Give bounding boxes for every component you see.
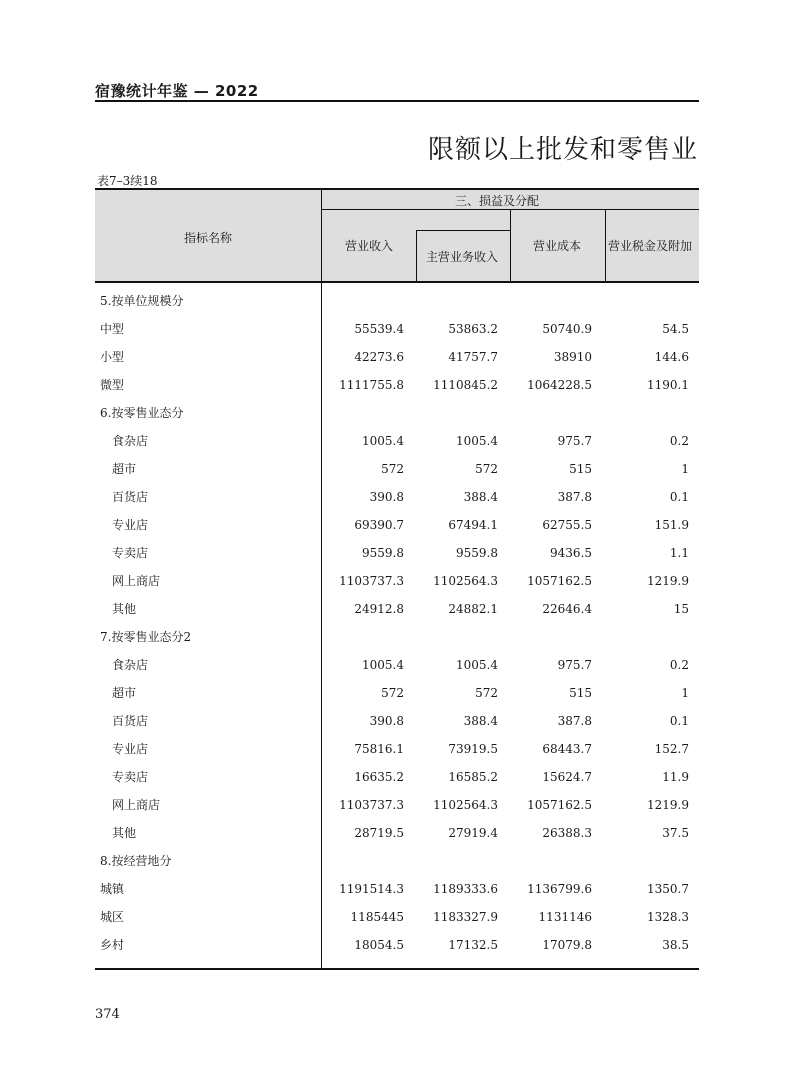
row-label: 专卖店: [112, 546, 149, 560]
row-label: 微型: [100, 378, 125, 392]
row-label: 超市: [112, 686, 137, 700]
tax-value: 152.7: [654, 742, 689, 756]
revenue-value: 572: [381, 462, 404, 476]
main-revenue-value: 1005.4: [456, 434, 498, 448]
cost-header: 营业成本: [533, 239, 582, 253]
revenue-value: 75816.1: [354, 742, 404, 756]
revenue-value: 69390.7: [354, 518, 404, 532]
cost-value: 62755.5: [542, 518, 592, 532]
revenue-value: 24912.8: [354, 602, 404, 616]
col1-col2-divider: [416, 230, 417, 283]
tax-value: 1.1: [669, 546, 689, 560]
table-bottom-rule: [95, 968, 699, 970]
cost-value: 15624.7: [542, 770, 592, 784]
revenue-value: 1103737.3: [339, 798, 404, 812]
cost-value: 387.8: [557, 714, 592, 728]
revenue-value: 55539.4: [354, 322, 404, 336]
revenue-value: 42273.6: [354, 350, 404, 364]
table-row: [95, 483, 699, 511]
revenue-header: 营业收入: [345, 239, 394, 253]
table-row: [95, 875, 699, 903]
col2-col3-divider: [510, 210, 511, 283]
cost-value: 26388.3: [542, 826, 592, 840]
main-revenue-value: 67494.1: [448, 518, 498, 532]
table-row: [95, 371, 699, 399]
table-row: [95, 595, 699, 623]
main-revenue-value: 572: [475, 462, 498, 476]
cost-value: 1136799.6: [527, 882, 592, 896]
indicator-header: 指标名称: [184, 231, 233, 245]
table-row: [95, 287, 699, 315]
indicator-divider: [321, 188, 322, 283]
row-label: 专业店: [112, 518, 149, 532]
main-revenue-value: 1005.4: [456, 658, 498, 672]
table-row: [95, 427, 699, 455]
main-revenue-value: 388.4: [463, 490, 498, 504]
tax-value: 0.2: [669, 434, 689, 448]
running-head: 宿豫统计年鉴 — 2022: [95, 82, 259, 100]
main-revenue-value: 17132.5: [448, 938, 498, 952]
main-revenue-value: 572: [475, 686, 498, 700]
tax-value: 1350.7: [647, 882, 689, 896]
tax-value: 1: [681, 462, 689, 476]
revenue-value: 572: [381, 686, 404, 700]
col3-col4-divider: [605, 210, 606, 283]
table-row: [95, 819, 699, 847]
main-revenue-value: 1110845.2: [433, 378, 498, 392]
revenue-value: 1005.4: [362, 434, 404, 448]
table-row: [95, 707, 699, 735]
main-revenue-value: 53863.2: [448, 322, 498, 336]
table-row: [95, 679, 699, 707]
table-row: [95, 455, 699, 483]
revenue-value: 28719.5: [354, 826, 404, 840]
row-label: 8.按经营地分: [100, 854, 172, 868]
revenue-value: 390.8: [369, 490, 404, 504]
cost-value: 515: [569, 686, 592, 700]
main-revenue-value: 27919.4: [448, 826, 498, 840]
revenue-value: 1111755.8: [339, 378, 404, 392]
row-label: 6.按零售业态分: [100, 406, 184, 420]
main-revenue-value: 1183327.9: [433, 910, 498, 924]
row-label: 超市: [112, 462, 137, 476]
main-revenue-value: 1189333.6: [433, 882, 498, 896]
tax-value: 1219.9: [647, 574, 689, 588]
revenue-value: 390.8: [369, 714, 404, 728]
main-revenue-value: 16585.2: [448, 770, 498, 784]
tax-value: 37.5: [662, 826, 689, 840]
table-header: [95, 188, 699, 283]
row-label: 7.按零售业态分2: [100, 630, 192, 644]
table-row: [95, 623, 699, 651]
row-label: 网上商店: [112, 798, 161, 812]
table-row: [95, 651, 699, 679]
main-revenue-value: 73919.5: [448, 742, 498, 756]
cost-value: 68443.7: [542, 742, 592, 756]
table-row: [95, 343, 699, 371]
table-body: [95, 283, 699, 970]
tax-value: 54.5: [662, 322, 689, 336]
tax-value: 151.9: [654, 518, 689, 532]
row-label: 食杂店: [112, 434, 149, 448]
tax-header: 营业税金及附加: [608, 239, 693, 253]
tax-value: 1219.9: [647, 798, 689, 812]
cost-value: 387.8: [557, 490, 592, 504]
revenue-value: 18054.5: [354, 938, 404, 952]
cost-value: 1064228.5: [527, 378, 592, 392]
tax-value: 38.5: [662, 938, 689, 952]
tax-value: 0.2: [669, 658, 689, 672]
table-top-rule: [95, 188, 699, 190]
revenue-value: 1005.4: [362, 658, 404, 672]
row-label: 其他: [112, 826, 137, 840]
header-rule: [95, 100, 699, 102]
cost-value: 9436.5: [550, 546, 592, 560]
main-revenue-value: 9559.8: [456, 546, 498, 560]
row-label: 专卖店: [112, 770, 149, 784]
table-row: [95, 735, 699, 763]
cost-value: 515: [569, 462, 592, 476]
cost-value: 1057162.5: [527, 574, 592, 588]
group-header: 三、损益及分配: [455, 194, 540, 208]
revenue-value: 1103737.3: [339, 574, 404, 588]
row-label: 小型: [100, 350, 125, 364]
tax-value: 0.1: [669, 714, 689, 728]
row-label: 5.按单位规模分: [100, 294, 184, 308]
section-title: 限额以上批发和零售业: [427, 135, 698, 165]
page-number: 374: [95, 1007, 120, 1022]
revenue-value: 9559.8: [362, 546, 404, 560]
main-revenue-value: 41757.7: [448, 350, 498, 364]
table-row: [95, 763, 699, 791]
tax-value: 1190.1: [647, 378, 689, 392]
main-revenue-header: 主营业务收入: [426, 250, 499, 264]
table-row: [95, 399, 699, 427]
table-row: [95, 511, 699, 539]
cost-value: 22646.4: [542, 602, 592, 616]
main-revenue-value: 1102564.3: [433, 798, 498, 812]
row-label: 中型: [100, 322, 125, 336]
revenue-value: 16635.2: [354, 770, 404, 784]
row-label: 专业店: [112, 742, 149, 756]
table-row: [95, 847, 699, 875]
cost-value: 17079.8: [542, 938, 592, 952]
main-revenue-value: 388.4: [463, 714, 498, 728]
row-label: 乡村: [100, 938, 125, 952]
statistics-table: [95, 188, 699, 970]
cost-value: 38910: [553, 350, 592, 364]
table-row: [95, 567, 699, 595]
table-row: [95, 315, 699, 343]
row-label: 百货店: [112, 490, 149, 504]
tax-value: 1: [681, 686, 689, 700]
row-label: 食杂店: [112, 658, 149, 672]
cost-value: 1057162.5: [527, 798, 592, 812]
cost-value: 50740.9: [542, 322, 592, 336]
row-label: 其他: [112, 602, 137, 616]
table-row: [95, 791, 699, 819]
table-number: 表7–3续18: [97, 174, 158, 188]
revenue-value: 1185445: [350, 910, 404, 924]
table-row: [95, 931, 699, 959]
cost-value: 975.7: [557, 434, 592, 448]
cost-value: 975.7: [557, 658, 592, 672]
tax-value: 15: [673, 602, 689, 616]
revenue-value: 1191514.3: [339, 882, 404, 896]
tax-value: 0.1: [669, 490, 689, 504]
row-label: 网上商店: [112, 574, 161, 588]
cost-value: 1131146: [538, 910, 592, 924]
main-revenue-value: 1102564.3: [433, 574, 498, 588]
row-label: 百货店: [112, 714, 149, 728]
row-label: 城区: [100, 910, 125, 924]
tax-value: 144.6: [654, 350, 689, 364]
main-revenue-value: 24882.1: [448, 602, 498, 616]
table-row: [95, 903, 699, 931]
tax-value: 11.9: [662, 770, 689, 784]
subheader-top-rule: [416, 230, 510, 231]
table-row: [95, 539, 699, 567]
tax-value: 1328.3: [647, 910, 689, 924]
row-label: 城镇: [100, 882, 125, 896]
